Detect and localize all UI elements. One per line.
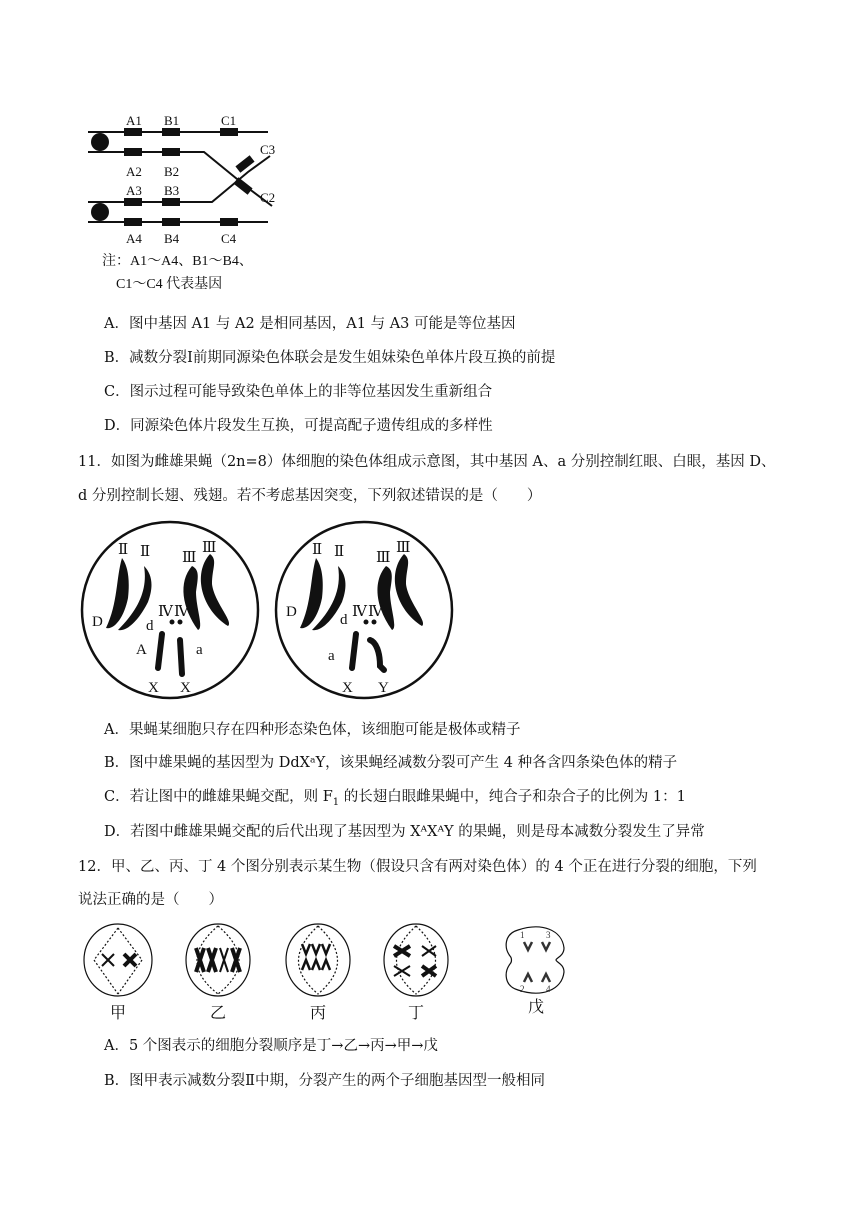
- cell-division-figure: [80, 920, 580, 1024]
- wu-number-1: 1: [520, 930, 525, 940]
- gene-label-b2: B2: [164, 164, 180, 179]
- q11-option-b: B．图中雄果蝇的基因型为 DdXᵃY，该果蝇经减数分裂可产生 4 种各含四条染色体的精子: [104, 755, 678, 771]
- q11-option-c: [104, 787, 686, 813]
- male-label-iv-2: Ⅳ: [368, 604, 383, 620]
- female-label-ii-2: Ⅱ: [140, 544, 151, 560]
- male-label-d-upper: D: [286, 604, 297, 620]
- q11-stem-line2: d 分别控制长翅、残翅。若不考虑基因突变，下列叙述错误的是（ ）: [78, 488, 542, 504]
- gene-label-c2: C2: [260, 190, 276, 205]
- male-label-ii-2: Ⅱ: [334, 544, 345, 560]
- gene-label-a1: A1: [126, 113, 142, 128]
- fruitfly-karyotype-figure: [78, 518, 458, 702]
- q11-option-c-subscript: 1: [332, 796, 340, 808]
- q10-option-b: B．减数分裂Ⅰ前期同源染色体联会是发生姐妹染色单体片段互换的前提: [104, 350, 556, 366]
- cell-label-jia: 甲: [110, 1005, 127, 1022]
- gene-label-c1: C1: [221, 113, 237, 128]
- female-label-iii-1: Ⅲ: [182, 550, 197, 566]
- gene-label-b1: B1: [164, 113, 180, 128]
- male-label-iii-1: Ⅲ: [376, 550, 391, 566]
- q11-option-c-prefix: C．若让图中的雌雄果蝇交配，则 F: [104, 789, 333, 805]
- female-label-x-1: X: [148, 680, 159, 696]
- cell-label-yi: 乙: [210, 1005, 227, 1022]
- gene-label-c3: C3: [260, 142, 276, 157]
- q11-option-d: D．若图中雌雄果蝇交配的后代出现了基因型为 XᴬXᴬY 的果蝇，则是母本减数分裂发生了异常: [104, 824, 705, 840]
- q11-stem-line1: 11．如图为雌雄果蝇（2n=8）体细胞的染色体组成示意图，其中基因 A、a 分别控制红眼、白眼，基因 D、: [78, 454, 776, 470]
- cell-label-bing: 丙: [310, 1005, 327, 1022]
- gene-label-b3: B3: [164, 183, 180, 198]
- male-label-y: Y: [378, 680, 389, 696]
- centromere-bottom: [91, 203, 109, 221]
- gene-label-c4: C4: [221, 231, 237, 246]
- wu-number-3: 3: [546, 930, 551, 940]
- female-label-d-lower: d: [146, 618, 154, 634]
- female-label-x-2: X: [180, 680, 191, 696]
- male-label-iii-2: Ⅲ: [396, 540, 411, 556]
- male-label-a: a: [328, 648, 335, 664]
- male-label-d-lower: d: [340, 612, 348, 628]
- gene-label-b4: B4: [164, 231, 180, 246]
- figure-note-line2: C1～C4 代表基因: [116, 277, 223, 292]
- q10-option-a: A．图中基因 A1 与 A2 是相同基因，A1 与 A3 可能是等位基因: [104, 316, 516, 332]
- q10-option-d: D．同源染色体片段发生互换，可提高配子遗传组成的多样性: [104, 418, 493, 434]
- centromere-top: [91, 133, 109, 151]
- q12-option-b: B．图甲表示减数分裂Ⅱ中期，分裂产生的两个子细胞基因型一般相同: [104, 1073, 546, 1089]
- female-label-d-upper: D: [92, 614, 103, 630]
- female-label-a-lower: a: [196, 642, 203, 658]
- q11-option-c-suffix: 的长翅白眼雌果蝇中，纯合子和杂合子的比例为 1：1: [339, 789, 686, 805]
- male-label-ii-1: Ⅱ: [312, 542, 323, 558]
- wu-number-2: 2: [520, 984, 525, 994]
- gene-label-a4: A4: [126, 231, 142, 246]
- gene-label-a2: A2: [126, 164, 142, 179]
- crossover-figure: [84, 110, 304, 300]
- gene-label-a3: A3: [126, 183, 142, 198]
- q12-stem-line1: 12．甲、乙、丙、丁 4 个图分别表示某生物（假设只含有两对染色体）的 4 个正在进行分裂的细胞，下列: [78, 859, 757, 875]
- cell-label-wu: 戊: [528, 999, 545, 1016]
- female-label-ii-1: Ⅱ: [118, 542, 129, 558]
- female-label-a-upper: A: [136, 642, 147, 658]
- cell-label-ding: 丁: [408, 1005, 425, 1022]
- female-label-iv-2: Ⅳ: [174, 604, 189, 620]
- male-label-iv-1: Ⅳ: [352, 604, 367, 620]
- female-label-iv-1: Ⅳ: [158, 604, 173, 620]
- wu-number-4: 4: [546, 984, 551, 994]
- q12-option-a: A．5 个图表示的细胞分裂顺序是丁→乙→丙→甲→戊: [104, 1038, 438, 1054]
- q10-option-c: C．图示过程可能导致染色单体上的非等位基因发生重新组合: [104, 384, 493, 400]
- male-label-x: X: [342, 680, 353, 696]
- q11-option-a: A．果蝇某细胞只存在四种形态染色体，该细胞可能是极体或精子: [104, 722, 521, 738]
- female-label-iii-2: Ⅲ: [202, 540, 217, 556]
- q12-stem-line2: 说法正确的是（ ）: [78, 892, 223, 908]
- figure-note-line1: 注：A1～A4、B1～B4、: [102, 254, 253, 269]
